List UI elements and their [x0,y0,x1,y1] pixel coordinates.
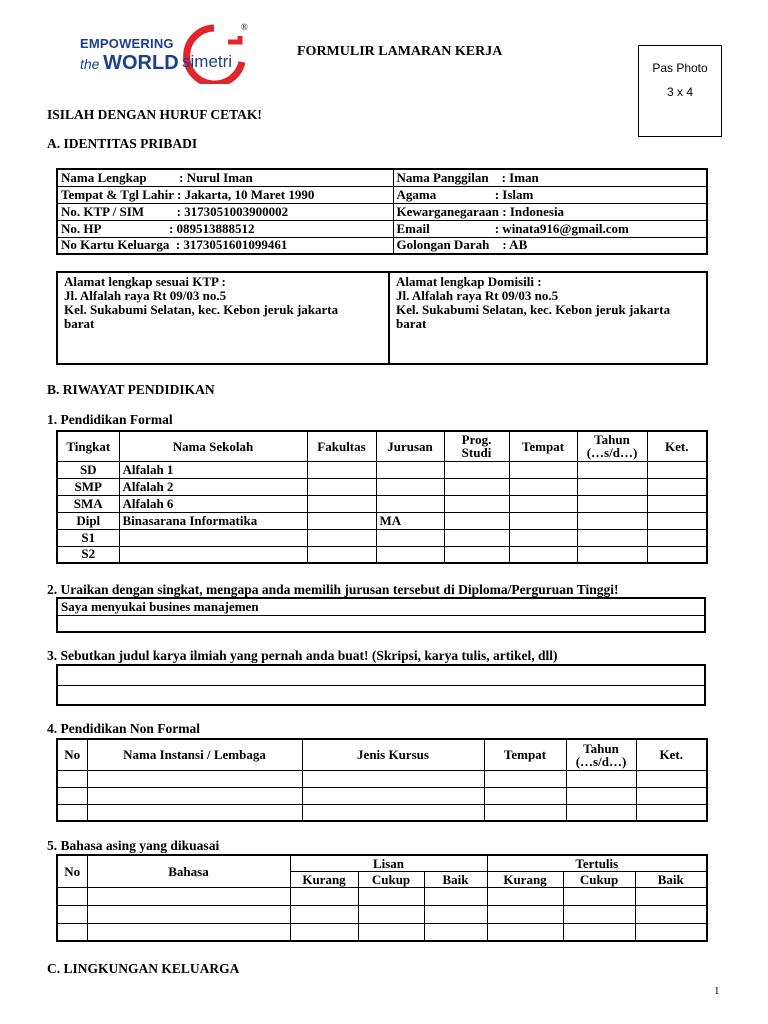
language-table [56,854,708,942]
address-domicile-cell [389,272,707,364]
nonformal-education-table [56,738,708,822]
empty-cell [424,923,487,941]
question-2-answer-table [56,597,706,633]
empty-cell [647,461,707,478]
table-row [57,804,707,821]
header-tertulis-baik: Baik [635,871,707,887]
identity-left-cell: Tempat & Tgl Lahir : Jakarta, 10 Maret 1990 [57,186,393,203]
empty-cell [487,887,563,905]
logo-line2 [80,52,179,75]
header-prog-line2: Studi [461,445,492,461]
empty-cell [57,615,705,632]
header-lisan-cukup: Cukup [358,871,424,887]
table-row [57,461,707,478]
empty-cell [635,905,707,923]
nama-sekolah-cell: Alfalah 2 [119,478,307,495]
instruction-text: ISILAH DENGAN HURUF CETAK! [47,107,262,122]
header-tertulis-kurang: Kurang [487,871,563,887]
table-row [57,546,707,563]
header-tahun [566,739,636,770]
header-ket: Ket. [636,739,707,770]
section-b-heading: B. RIWAYAT PENDIDIKAN [47,382,215,397]
empty-cell [290,923,358,941]
empty-cell [57,905,87,923]
header-nama-instansi: Nama Instansi / Lembaga [87,739,302,770]
address-domicile-line1: Jl. Alfalah raya Rt 09/03 no.5 [396,288,559,303]
empty-cell [577,512,647,529]
empty-cell [577,495,647,512]
fakultas-cell [307,478,376,495]
empty-cell [302,787,484,804]
nonformal-education-title: 4. Pendidikan Non Formal [47,721,201,736]
empty-cell [302,770,484,787]
empty-cell [647,529,707,546]
jurusan-cell [376,461,444,478]
fakultas-cell [307,461,376,478]
fakultas-cell [307,529,376,546]
company-logo [78,24,258,86]
tingkat-cell: S1 [57,529,119,546]
header-tingkat: Tingkat [57,431,119,461]
header-ket: Ket. [647,431,707,461]
empty-cell [290,905,358,923]
address-table [56,271,708,365]
header-jenis-kursus: Jenis Kursus [302,739,484,770]
tingkat-cell: SMP [57,478,119,495]
empty-cell [57,787,87,804]
formal-education-table [56,430,708,564]
empty-cell [358,905,424,923]
empty-cell [577,529,647,546]
header-tahun-line2: (…s/d…) [586,445,638,461]
header-lisan-baik: Baik [424,871,487,887]
logo-brand: simetri [182,52,233,71]
empty-cell [635,887,707,905]
empty-cell [358,887,424,905]
empty-cell [444,495,509,512]
address-domicile-line3: barat [396,316,427,331]
empty-cell [87,887,290,905]
empty-cell [636,770,707,787]
tingkat-cell: SD [57,461,119,478]
table-row [57,923,707,941]
jurusan-cell [376,478,444,495]
empty-cell [647,512,707,529]
formal-education-title: 1. Pendidikan Formal [47,412,173,427]
empty-cell [509,529,577,546]
empty-cell [358,923,424,941]
tingkat-cell: SMA [57,495,119,512]
table-row [57,512,707,529]
empty-cell [57,923,87,941]
table-row [57,770,707,787]
header-tertulis: Tertulis [487,855,707,871]
header-tahun-line1: Tahun [594,432,630,448]
empty-cell [509,461,577,478]
logo-line1: EMPOWERING [80,36,174,51]
table-row [57,478,707,495]
table-row [57,529,707,546]
address-ktp-line2: Kel. Sukabumi Selatan, kec. Kebon jeruk jakarta [64,302,339,317]
empty-cell [563,923,635,941]
question-3-answer-table [56,664,706,706]
empty-cell [87,923,290,941]
address-ktp-cell [57,272,389,364]
empty-cell [444,546,509,563]
identity-right-cell: Kewarganegaraan : Indonesia [393,203,707,220]
photo-box [638,45,722,137]
empty-cell [87,804,302,821]
empty-cell [484,804,566,821]
empty-cell [647,546,707,563]
empty-cell [57,887,87,905]
logo-the: the [80,56,100,72]
identity-left-cell: No Kartu Keluarga : 3173051601099461 [57,237,393,254]
empty-cell [444,512,509,529]
header-tahun-line1: Tahun [583,740,619,756]
empty-cell [290,887,358,905]
empty-cell [577,546,647,563]
fakultas-cell [307,546,376,563]
tingkat-cell: S2 [57,546,119,563]
empty-cell [509,478,577,495]
empty-cell [57,770,87,787]
empty-cell [636,787,707,804]
empty-cell [57,665,705,685]
header-prog-studi [444,431,509,461]
empty-cell [424,887,487,905]
header-no: No [57,739,87,770]
identity-right-cell: Golongan Darah : AB [393,237,707,254]
fakultas-cell [307,512,376,529]
question-2-title: 2. Uraikan dengan singkat, mengapa anda memilih jurusan tersebut di Diploma/Perguruan Tinggi! [47,582,619,597]
empty-cell [566,804,636,821]
nama-sekolah-cell: Alfalah 6 [119,495,307,512]
empty-cell [87,787,302,804]
header-prog-line1: Prog. [461,432,492,448]
address-domicile-line2: Kel. Sukabumi Selatan, kec. Kebon jeruk jakarta [396,302,671,317]
empty-cell [577,478,647,495]
identity-right-cell: Agama : Islam [393,186,707,203]
jurusan-cell [376,546,444,563]
empty-cell [487,905,563,923]
empty-cell [566,787,636,804]
empty-cell [302,804,484,821]
empty-cell [444,478,509,495]
identity-table [56,168,708,255]
header-bahasa: Bahasa [87,855,290,887]
question-2-answer: Saya menyukai busines manajemen [57,598,705,615]
header-tempat: Tempat [509,431,577,461]
empty-cell [577,461,647,478]
empty-cell [444,529,509,546]
empty-cell [647,495,707,512]
empty-cell [563,905,635,923]
header-tertulis-cukup: Cukup [563,871,635,887]
empty-cell [563,887,635,905]
empty-cell [636,804,707,821]
language-title: 5. Bahasa asing yang dikuasai [47,838,220,853]
fakultas-cell [307,495,376,512]
empty-cell [87,905,290,923]
jurusan-cell [376,495,444,512]
table-row [57,495,707,512]
empty-cell [635,923,707,941]
header-tahun [577,431,647,461]
address-ktp-title: Alamat lengkap sesuai KTP : [64,274,226,289]
jurusan-cell: MA [376,512,444,529]
nama-sekolah-cell [119,546,307,563]
identity-right-cell: Email : winata916@gmail.com [393,220,707,237]
table-row [57,905,707,923]
empty-cell [424,905,487,923]
address-ktp-line3: barat [64,316,95,331]
header-lisan: Lisan [290,855,487,871]
table-row [57,887,707,905]
identity-left-cell: No. HP : 089513888512 [57,220,393,237]
empty-cell [57,804,87,821]
table-row [57,787,707,804]
empty-cell [484,770,566,787]
photo-size: 3 x 4 [666,85,693,99]
nama-sekolah-cell: Binasarana Informatika [119,512,307,529]
registered-mark: ® [241,22,248,32]
empty-cell [87,770,302,787]
header-no: No [57,855,87,887]
address-ktp-line1: Jl. Alfalah raya Rt 09/03 no.5 [64,288,227,303]
header-tahun-line2: (…s/d…) [575,753,627,769]
empty-cell [509,495,577,512]
header-tempat: Tempat [484,739,566,770]
empty-cell [484,787,566,804]
identity-left-cell: No. KTP / SIM : 3173051003900002 [57,203,393,220]
header-lisan-kurang: Kurang [290,871,358,887]
empty-cell [509,546,577,563]
page-number: 1 [714,985,720,997]
identity-right-cell: Nama Panggilan : Iman [393,169,707,186]
jurusan-cell [376,529,444,546]
header-fakultas: Fakultas [307,431,376,461]
empty-cell [444,461,509,478]
logo-world: WORLD [103,52,179,74]
empty-cell [566,770,636,787]
question-3-title: 3. Sebutkan judul karya ilmiah yang pernah anda buat! (Skripsi, karya tulis, artikel, dll) [47,648,558,663]
section-c-heading: C. LINGKUNGAN KELUARGA [47,961,240,976]
nama-sekolah-cell [119,529,307,546]
form-title: FORMULIR LAMARAN KERJA [297,44,503,59]
section-a-heading: A. IDENTITAS PRIBADI [47,136,198,151]
photo-label: Pas Photo [652,61,708,75]
empty-cell [57,685,705,705]
address-domicile-title: Alamat lengkap Domisili : [396,274,542,289]
empty-cell [487,923,563,941]
identity-left-cell: Nama Lengkap : Nurul Iman [57,169,393,186]
header-jurusan: Jurusan [376,431,444,461]
nama-sekolah-cell: Alfalah 1 [119,461,307,478]
empty-cell [509,512,577,529]
header-nama-sekolah: Nama Sekolah [119,431,307,461]
tingkat-cell: Dipl [57,512,119,529]
empty-cell [647,478,707,495]
